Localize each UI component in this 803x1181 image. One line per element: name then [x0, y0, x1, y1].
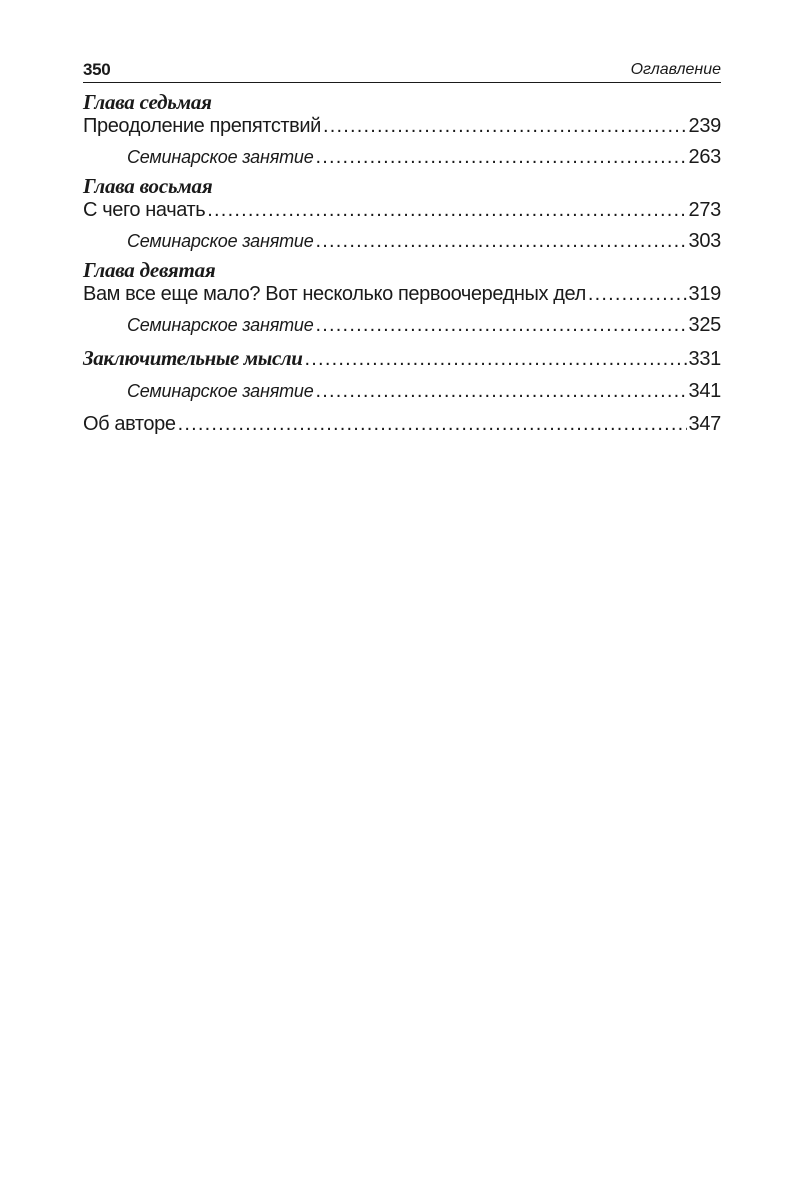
- dot-leader: [316, 373, 687, 409]
- running-header: [83, 52, 721, 83]
- dot-leader: [316, 139, 687, 175]
- dot-leader: [316, 307, 687, 343]
- toc-entry-page: 341: [688, 380, 721, 402]
- chapter-heading-7: Глава седьмая: [83, 90, 212, 114]
- dot-leader: [323, 113, 687, 139]
- toc-entry-chapter-8[interactable]: [83, 197, 721, 223]
- toc-entry-chapter-7[interactable]: [83, 113, 721, 139]
- chapter-heading-8: Глава восьмая: [83, 174, 213, 198]
- toc-entry-conclusion[interactable]: [83, 343, 721, 373]
- toc-entry-title: С чего начать: [83, 199, 206, 221]
- toc-entry-page: 319: [688, 283, 721, 305]
- dot-leader: [316, 223, 687, 259]
- toc-entry-page: 347: [688, 413, 721, 435]
- toc-entry-title: Вам все еще мало? Вот несколько первоочередных дел: [83, 283, 586, 305]
- toc-entry-page: 325: [688, 314, 721, 336]
- page-number: 350: [83, 60, 111, 79]
- table-of-contents: [83, 91, 721, 439]
- toc-entry-title: Преодоление препятствий: [83, 115, 321, 137]
- book-page: [83, 52, 721, 439]
- toc-entry-seminar-8[interactable]: [83, 223, 721, 259]
- toc-entry-title: Об авторе: [83, 413, 176, 435]
- toc-entry-page: 263: [688, 146, 721, 168]
- toc-entry-title: Семинарское занятие: [127, 315, 314, 335]
- toc-entry-page: 303: [688, 230, 721, 252]
- dot-leader: [305, 344, 687, 374]
- dot-leader: [178, 409, 687, 439]
- toc-entry-seminar-conclusion[interactable]: [83, 373, 721, 409]
- toc-entry-title: Заключительные мысли: [83, 346, 303, 370]
- dot-leader: [588, 281, 687, 307]
- running-section-title: Оглавление: [630, 61, 721, 78]
- toc-entry-seminar-7[interactable]: [83, 139, 721, 175]
- toc-entry-chapter-9[interactable]: [83, 281, 721, 307]
- chapter-heading-9: Глава девятая: [83, 258, 216, 282]
- toc-entry-about-author[interactable]: [83, 409, 721, 439]
- toc-entry-title: Семинарское занятие: [127, 231, 314, 251]
- toc-entry-title: Семинарское занятие: [127, 147, 314, 167]
- toc-entry-seminar-9[interactable]: [83, 307, 721, 343]
- toc-entry-title: Семинарское занятие: [127, 381, 314, 401]
- dot-leader: [207, 197, 686, 223]
- toc-entry-page: 331: [688, 348, 721, 370]
- toc-entry-page: 239: [688, 115, 721, 137]
- toc-entry-page: 273: [688, 199, 721, 221]
